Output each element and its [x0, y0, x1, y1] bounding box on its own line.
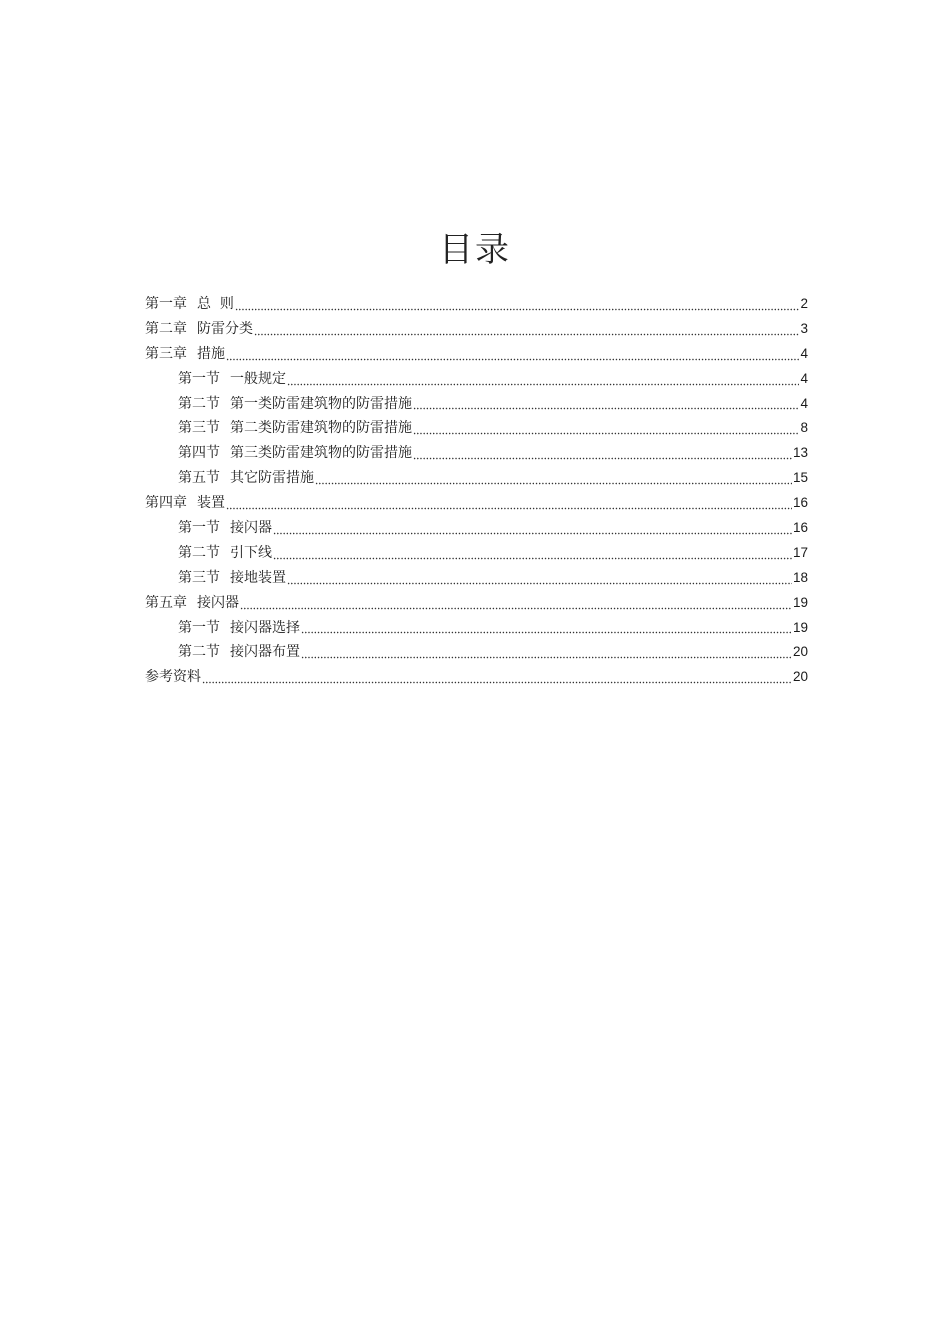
toc-entry-number: 第五节 [178, 470, 220, 487]
toc-section-entry[interactable] [145, 541, 808, 566]
toc-section-entry[interactable] [145, 516, 808, 541]
toc-entry-label [178, 466, 314, 491]
toc-entry-number: 第二章 [145, 320, 187, 337]
toc-entry-number: 第四节 [178, 445, 220, 462]
toc-entry-text: 一般规定 [230, 370, 286, 387]
toc-entry-text: 第三类防雷建筑物的防雷措施 [230, 445, 412, 462]
toc-entry-text: 措施 [197, 345, 225, 362]
toc-entry-number: 第三节 [178, 420, 220, 437]
toc-title: 目录 [439, 230, 511, 270]
toc-chapter-entry[interactable] [145, 292, 808, 317]
toc-entry-text: 引下线 [230, 544, 272, 561]
toc-page-number: 2 [800, 296, 808, 311]
toc-entry-text: 其它防雷措施 [230, 470, 314, 487]
toc-dot-leader [273, 552, 792, 560]
toc-entry-number: 第三节 [178, 569, 220, 586]
toc-section-entry[interactable] [145, 441, 808, 466]
toc-dot-leader [226, 353, 799, 361]
toc-entry-label [145, 491, 225, 516]
toc-entry-label [178, 516, 272, 541]
toc-page-number: 19 [792, 594, 808, 610]
toc-entry-label [178, 566, 286, 591]
toc-entry-label [178, 541, 272, 566]
toc-entry-text: 总 则 [197, 296, 234, 312]
toc-entry-text: 接闪器布置 [230, 644, 300, 661]
toc-page-number: 15 [792, 470, 808, 486]
toc-section-entry[interactable] [145, 367, 808, 392]
toc-dot-leader [235, 303, 800, 311]
toc-chapter-entry[interactable] [145, 591, 808, 616]
toc-entry-number: 第三章 [145, 345, 187, 362]
toc-entry-label [178, 392, 412, 417]
toc-dot-leader [287, 577, 792, 585]
toc-entry-text: 接闪器 [230, 520, 272, 537]
toc-entry-number: 第五章 [145, 594, 187, 611]
toc-section-entry[interactable] [145, 566, 808, 591]
toc-entry-text: 第二类防雷建筑物的防雷措施 [230, 420, 412, 437]
toc-page-number: 19 [792, 619, 808, 635]
toc-section-entry[interactable] [145, 616, 808, 641]
toc-entry-text: 第一类防雷建筑物的防雷措施 [230, 395, 412, 412]
toc-page-number: 3 [800, 320, 808, 336]
toc-entry-label [178, 367, 286, 392]
toc-section-entry[interactable] [145, 392, 808, 417]
toc-page-number: 4 [800, 345, 808, 361]
toc-dot-leader [413, 427, 799, 435]
toc-chapter-entry[interactable] [145, 665, 808, 690]
toc-dot-leader [240, 602, 792, 610]
toc-page-number: 4 [800, 370, 808, 386]
toc-dot-leader [287, 378, 799, 386]
toc-dot-leader [413, 402, 799, 410]
toc-entry-label [178, 416, 412, 441]
toc-entry-number: 第四章 [145, 495, 187, 512]
toc-section-entry[interactable] [145, 640, 808, 665]
toc-entry-label [178, 616, 300, 641]
toc-entry-text: 装置 [197, 495, 225, 512]
toc-dot-leader [254, 328, 799, 336]
toc-dot-leader [202, 676, 792, 684]
toc-entry-text: 接闪器 [197, 594, 239, 611]
toc-entry-label [145, 665, 201, 690]
toc-dot-leader [301, 626, 792, 634]
toc-dot-leader [226, 502, 792, 510]
toc-entry-label [145, 342, 225, 367]
toc-entry-text: 接地装置 [230, 569, 286, 586]
toc-entry-text: 接闪器选择 [230, 619, 300, 636]
toc-entry-number: 第一节 [178, 619, 220, 636]
toc-entry-number: 第一节 [178, 370, 220, 387]
toc-entry-label [145, 292, 234, 317]
toc-entry-text: 参考资料 [145, 669, 201, 686]
toc-page-number: 20 [792, 644, 808, 660]
toc-page-number: 17 [792, 544, 808, 560]
toc-dot-leader [315, 477, 792, 485]
toc-chapter-entry[interactable] [145, 342, 808, 367]
toc-page-number: 8 [800, 420, 808, 436]
toc-chapter-entry[interactable] [145, 491, 808, 516]
toc-entry-label [145, 591, 239, 616]
toc-chapter-entry[interactable] [145, 317, 808, 342]
toc-entry-label [145, 317, 253, 342]
toc-entry-number: 第二节 [178, 544, 220, 561]
toc-page-number: 13 [792, 445, 808, 461]
toc-entry-text: 防雷分类 [197, 320, 253, 337]
table-of-contents [145, 292, 808, 690]
toc-section-entry[interactable] [145, 466, 808, 491]
toc-entry-number: 第一节 [178, 520, 220, 537]
toc-page-number: 20 [792, 669, 808, 685]
toc-dot-leader [273, 527, 792, 535]
toc-entry-number: 第二节 [178, 395, 220, 412]
toc-entry-label [178, 640, 300, 665]
toc-dot-leader [413, 452, 792, 460]
toc-page-number: 18 [792, 569, 808, 585]
toc-page-number: 4 [800, 395, 808, 411]
toc-page-number: 16 [792, 520, 808, 536]
toc-page-number: 16 [792, 495, 808, 511]
toc-entry-number: 第一章 [145, 296, 187, 312]
toc-entry-label [178, 441, 412, 466]
toc-section-entry[interactable] [145, 416, 808, 441]
toc-dot-leader [301, 651, 792, 659]
toc-entry-number: 第二节 [178, 644, 220, 661]
